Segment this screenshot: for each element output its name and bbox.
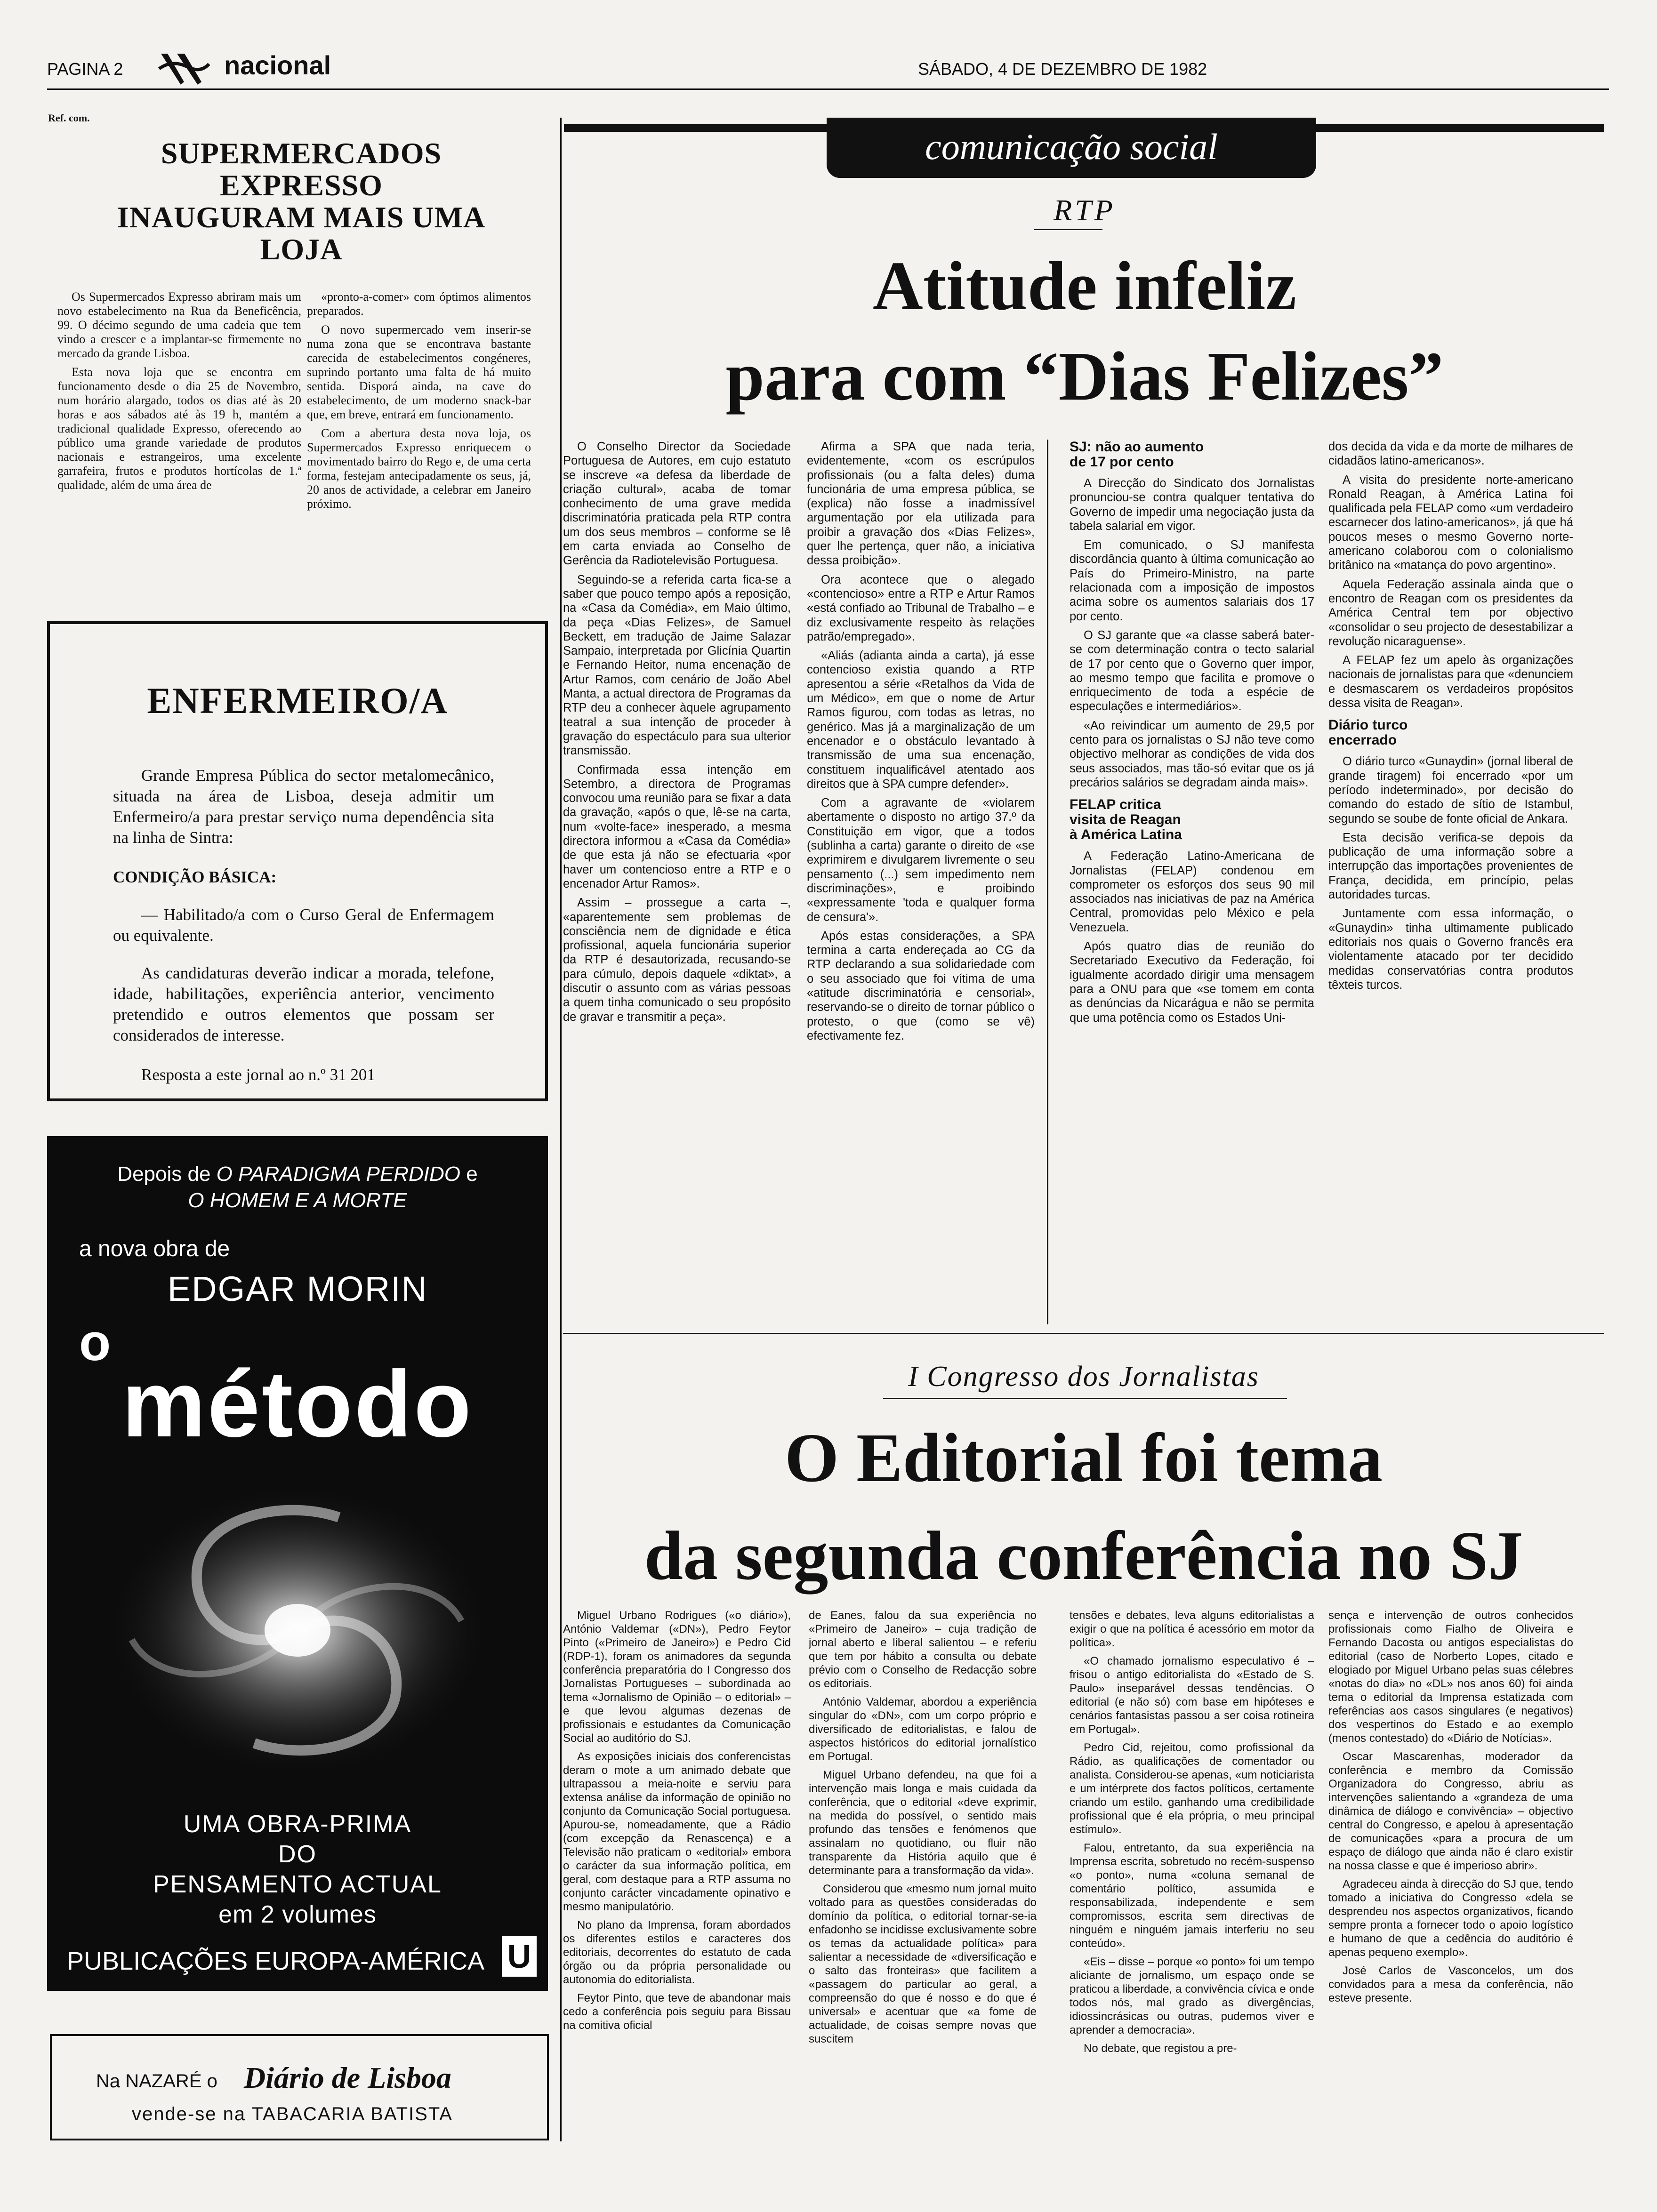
- paragraph: O diário turco «Gunaydin» (jornal liberal de grande tiragem) foi encerrado «por um período indeterminado», por decisão do comando do estado de sítio de Istambul, segundo se soube de fonte oficial de Ankara.: [1328, 755, 1573, 825]
- paragraph: Os Supermercados Expresso abriram mais um novo estabelecimento na Rua da Beneficência, 99. O décimo segundo de uma cadeia que tem vindo a crescer e a implantar-se firmemente no mercado da grande Lisboa.: [57, 290, 301, 360]
- paragraph: Falou, entretanto, da sua experiência na Imprensa escrita, sobretudo no recém-suspenso «o ponto», numa «coluna semanal de comentário político, assumida e responsabilizada, independente e sem compromissos, escrita sem directivas de ninguém e ninguém jamais interferiu no seu conteúdo».: [1070, 1842, 1314, 1950]
- paragraph: Miguel Urbano Rodrigues («o diário»), António Valdemar («DN»), Pedro Feytor Pinto («Primeiro de Janeiro») e Pedro Cid (RDP-1), foram os animadores da segunda conferência preparatória do I Congresso dos Jornalistas Portugueses – subordinada ao tema «Jornalismo de Opinião – o editorial» – e que levou algumas dezenas de profissionais e estudantes da Comunicação Social ao auditório do SJ.: [563, 1609, 791, 1745]
- rtp-kicker: RTP: [1054, 193, 1116, 227]
- headline-line: LOJA: [260, 232, 343, 266]
- metodo-book-ad: [47, 1136, 548, 1991]
- supermercados-headline: [52, 137, 551, 265]
- comunicacao-social-banner: [827, 118, 1316, 178]
- paragraph: Em comunicado, o SJ manifesta discordância quanto à última comunicação ao País do Primeiro-Ministro, na parte relacionada com a imposição de impostos acima sobre os aumentos salariais dos 17 por cento.: [1070, 538, 1314, 623]
- congresso-kicker: I Congresso dos Jornalistas: [908, 1361, 1259, 1393]
- paragraph: «Eis – disse – porque «o ponto» foi um tempo aliciante de jornalismo, um espaço onde se praticou a liberdade, a convivência cívica e onde todos nós, mal grado as divergências, idiossincrásicas ou outras, pudemos viver e aprender a democracia».: [1070, 1956, 1314, 2036]
- diario-turco-subheading: Diário turco encerrado: [1328, 717, 1408, 748]
- ad-publisher: PUBLICAÇÕES EUROPA-AMÉRICA: [67, 1947, 485, 1975]
- sj-felap-column: [1070, 440, 1314, 1324]
- enfermeiro-ad-body: [113, 765, 494, 1085]
- congresso-headline-line-1: O Editorial foi tema: [784, 1419, 1383, 1497]
- paragraph: O SJ garante que «a classe saberá bater-se com determinação contra o tecto salarial de 17 por cento que o Governo quer impor, ao mesmo tempo que facilita e promove o enriquecimento de toda a espécie de especulações e intermediários».: [1070, 628, 1314, 713]
- paragraph: Com a agravante de «violarem abertamente o disposto no artigo 37.º da Constituição em vigor, que a todos (sublinha a carta) garante o direito de «se exprimirem e divulgarem livremente o seu pensamento (...) sem impedimento nem discriminações», e proibindo «expressamente 'toda e qualquer forma de censura'».: [807, 796, 1035, 924]
- ad-book-title: O HOMEM E A MORTE: [188, 1189, 407, 1212]
- congresso-column-3: [1070, 1609, 1314, 2146]
- paragraph: Considerou que «mesmo num jornal muito voltado para as questões consideradas do domínio da política, o editorial tornar-se-ia enfadonho se incidisse exclusivamente sobre os temas da actualidade política» para salientar a necessidade de «diversificação e o salto das fronteiras» que facilitem a «passagem do particular ao geral, a compreensão do que é nosso e do que é universal» e acentuar que «a fome de actualidade, de coisas sempre novas que suscitem: [809, 1883, 1037, 2045]
- ad-text: e: [460, 1162, 478, 1186]
- paragraph: Após estas considerações, a SPA termina a carta endereçada ao CG da RTP declarando a sua solidariedade com o seu associado que foi vítima de uma «atitude discriminatória e censorial», reservando-se o direito de tornar público o protesto, o que (como se vê) efectivamente fez.: [807, 929, 1035, 1042]
- enfermeiro-intro: Grande Empresa Pública do sector metalomecânico, situada na área de Lisboa, deseja admitir um Enfermeiro/a para prestar serviço numa dependência sita na linha de Sintra:: [113, 766, 494, 847]
- paragraph: Esta nova loja que se encontra em funcionamento desde o dia 25 de Novembro, num horário alargado, todos os dias até às 20 horas e aos sábados até às 19 h, mantém a tradicional qualidade Expresso, oferecendo ao público uma grande variedade de produtos nacionais e estrangeiros, uma excelente garrafeira, frutos e produtos hortícolas de 1.ª qualidade, além de uma área de: [57, 365, 301, 492]
- rtp-headline-line-1: Atitude infeliz: [872, 248, 1297, 325]
- section-name: nacional: [224, 50, 331, 80]
- felap-turco-column: [1328, 440, 1573, 1324]
- nazare-ad: [50, 2034, 549, 2140]
- ad-tagline-1: UMA OBRA-PRIMA: [183, 1811, 412, 1838]
- enfermeiro-ad-title: ENFERMEIRO/A: [147, 680, 448, 721]
- enfermeiro-condicao: CONDIÇÃO BÁSICA:: [113, 868, 277, 886]
- paragraph: As exposições iniciais dos conferencistas deram o mote a um animado debate que ultrapassou a meia-noite e serviu para extensa análise da informação de opinião no conjunto da Comunicação Social portuguesa. Apurou-se, nomeadamente, que a Rádio (com excepção da Renascença) e a Televisão não praticam o «editorial» embora o carácter da sua informação política, em geral, com destaque para a RTP assuma no conjunto carácter vincadamente opinativo e mesmo manipulatório.: [563, 1750, 791, 1913]
- ad-tagline-3: PENSAMENTO ACTUAL: [153, 1871, 442, 1898]
- ad-metodo-title: método: [121, 1352, 474, 1457]
- article-ref: Ref. com.: [48, 112, 90, 124]
- paragraph: António Valdemar, abordou a experiência singular do «DN», com um corpo próprio e diversificado de editorialistas, e falou de aspectos históricos do editorial jornalístico em Portugal.: [809, 1696, 1037, 1763]
- rtp-column-2: [807, 440, 1035, 1324]
- paragraph: Ora acontece que o alegado «contencioso» entre a RTP e Artur Ramos «está confiado ao Tribunal de Trabalho – e diz exclusivamente respeito às relações patrão/empregado».: [807, 573, 1035, 643]
- paragraph: O Conselho Director da Sociedade Portuguesa de Autores, em cujo estatuto se inscreve «a defesa da liberdade de criação cultural», acaba de tomar conhecimento de uma grave medida discriminatória praticada pela RTP contra um dos seus membros – conforme se lê em carta enviada ao Conselho de Gerência da Radiotelevisão Portuguesa.: [563, 440, 791, 568]
- sj-subheading: SJ: não ao aumento de 17 por cento: [1070, 440, 1204, 470]
- supermercados-column-2: [307, 290, 531, 601]
- enfermeiro-ad: [47, 621, 548, 1101]
- paragraph: Afirma a SPA que nada teria, evidentemente, «com os escrúpulos profissionais (ou a falta deles) duma funcionária de uma empresa pública, se (explica) não fosse a inadmissível argumentação por ela utilizada para proibir a gravação dos «Dias Felizes», quer lhe pertença, quer não, a iniciativa dessa proibição».: [807, 440, 1035, 568]
- masthead-page-number: PAGINA 2: [47, 59, 123, 79]
- paragraph: Pedro Cid, rejeitou, como profissional da Rádio, as qualificações de comentador ou analista. Considerou-se apenas, «um noticiarista e um intérprete dos factos políticos, certamente criando um estilo, ganhando uma credibilidade profissional que é ela própria, o meu principal estímulo».: [1070, 1741, 1314, 1836]
- paragraph: Aquela Federação assinala ainda que o encontro de Reagan com os presidentes da América Central tem por objectivo «consolidar o seu projecto de desestabilizar a revolução nicaraguense».: [1328, 577, 1573, 648]
- ad-tagline-2: DO: [278, 1841, 317, 1868]
- paragraph: A visita do presidente norte-americano Ronald Reagan, à América Latina foi qualificada pela FELAP como «um verdadeiro escarnecer dos latino-americanos», já que há poucos meses o mesmo Governo norte-americano colaborou com o colonialismo britânico na «matança do povo argentino».: [1328, 473, 1573, 572]
- publisher-logo-icon: U: [502, 1936, 537, 1977]
- congresso-column-4: [1328, 1609, 1573, 2146]
- paragraph: Oscar Mascarenhas, moderador da conferência e membro da Comissão Organizadora do Congresso, abriu as intervenções salientando a «grandeza de uma dinâmica de diálogo e convivência» – objectivo central do Congresso, e apelou à apresentação de comunicações «para a procura de um espaço de diálogo que ainda não é claro existir na nossa classe e que é imperioso abrir».: [1328, 1750, 1573, 1872]
- supermercados-column-1: [57, 290, 301, 601]
- paragraph: de Eanes, falou da sua experiência no «Primeiro de Janeiro» – cuja tradição de jornal aberto e liberal salientou – e referiu que tem por hábito a consulta ou debate prévio com o Conselho de Redacção sobre os editoriais.: [809, 1609, 1037, 1690]
- masthead-rule: [47, 88, 1609, 90]
- paragraph: Após quatro dias de reunião do Secretariado Executivo da Federação, foi igualmente acordado dirigir uma mensagem para a ONU para que «se tomem em conta as denúncias da Nicarágua e não se permita que uma potência como os Estados Uni-: [1070, 940, 1314, 1025]
- paragraph: «pronto-a-comer» com óptimos alimentos preparados.: [307, 290, 531, 318]
- congresso-headline-line-2: da segunda conferência no SJ: [644, 1517, 1523, 1595]
- paragraph: «Aliás (adianta ainda a carta), já esse contencioso existia quando a RTP apresentou a série «Retalhos da Vida de um Médico», em que o nome de Artur Ramos figurou, com todas as letras, no genérico. Mas já a marginalização de um encenador e o obstáculo levantado à transmissão de uma sua encenação, constituem inqualificável atentado aos direitos que à SPA cumpre defender».: [807, 649, 1035, 791]
- paragraph: «Ao reivindicar um aumento de 29,5 por cento para os jornalistas o SJ não teve como objectivo melhorar as condições de vida dos seus associados, mas tão-só evitar que os já precários salários se degradam ainda mais».: [1070, 719, 1314, 789]
- rtp-headline-line-2: para com “Dias Felizes”: [725, 338, 1444, 415]
- paragraph: Juntamente com essa informação, o «Gunaydin» tinha ultimamente publicado editoriais nos quais o Governo francês era violentamente atacado por ter decidido medidas conservatórias contra produtos têxteis turcos.: [1328, 907, 1573, 992]
- enfermeiro-candidaturas: As candidaturas deverão indicar a morada, telefone, idade, habilitações, experiência anterior, vencimento pretendido e outros elementos que possam ser considerados de interesse.: [113, 964, 494, 1044]
- paragraph: Seguindo-se a referida carta fica-se a saber que pouco tempo após a reposição, na «Casa da Comédia», em Maio último, da peça «Dias Felizes», de Samuel Beckett, em tradução de Jaime Salazar Sampaio, interpretada por Glicínia Quartin e Fernando Heitor, numa encenação de Artur Ramos, com cenário de João Abel Manta, a actual directora de Programas da RTP deu a conhecer àquele agrupamento teatral a sua intenção de proceder à gravação do espectáculo para sua ulterior transmissão.: [563, 573, 791, 758]
- galaxy-image: [47, 1461, 548, 1800]
- paragraph: Feytor Pinto, que teve de abandonar mais cedo a conferência pois seguiu para Bissau na comitiva oficial: [563, 1992, 791, 2032]
- enfermeiro-resposta: Resposta a este jornal ao n.º 31 201: [141, 1066, 375, 1084]
- ad-line-3: a nova obra de: [79, 1236, 230, 1261]
- nazare-prefix: Na NAZARÉ o: [96, 2071, 217, 2092]
- headline-line: INAUGURAM MAIS UMA: [117, 200, 486, 234]
- paragraph: A Direcção do Sindicato dos Jornalistas pronunciou-se contra qualquer tentativa do Governo de impedir uma negociação justa da tabela salarial em vigor.: [1070, 477, 1314, 533]
- paragraph: sença e intervenção de outros conhecidos profissionais como Fialho de Oliveira e Fernando Dacosta ou antigos especialistas do editorial (caso de Norberto Lopes, citado e elogiado por Miguel Urbano pelas suas célebres «notas do dia» no «DL» nos anos 60) foi ainda tema o editorial da Imprensa estatizada com referências aos casos singulares (e negativos) dos vespertinos do Estado e ao exemplo (menos contestado) do «Diário de Notícias».: [1328, 1609, 1573, 1745]
- rtp-column-1: [563, 440, 791, 1324]
- paragraph: A Federação Latino-Americana de Jornalistas (FELAP) condenou em comprometer os esforços dos seus 90 mil associados nas iniciativas de paz na América Central, promovidas pelo México e pela Venezuela.: [1070, 850, 1314, 934]
- paragraph: Confirmada essa intenção em Setembro, a directora de Programas convocou uma reunião para se fixar a data da gravação, «após o que, lê-se na carta, num «volte-face» inesperado, a mesma directora informou a «Casa da Comédia» de que esta já não se efectuaria «por haver um contencioso entre a RTP e o encenador Artur Ramos».: [563, 763, 791, 890]
- paragraph: Esta decisão verifica-se depois da publicação de uma informação sobre a interrupção das importações provenientes de França, decidida, em princípio, pelas autoridades turcas.: [1328, 831, 1573, 902]
- column-divider: [1047, 440, 1048, 1324]
- paragraph: dos decida da vida e da morte de milhares de cidadãos latino-americanos».: [1328, 440, 1573, 468]
- banner-label: comunicação social: [925, 126, 1218, 167]
- paragraph: No plano da Imprensa, foram abordados os diferentes estilos e caracteres dos editoriais, decorrentes do estatuto de cada órgão ou da própria personalidade ou autonomia do editorialista.: [563, 1919, 791, 1986]
- headline-line: SUPERMERCADOS: [161, 136, 442, 170]
- nazare-suffix: vende-se na TABACARIA BATISTA: [132, 2104, 453, 2124]
- kicker-underline: [1034, 229, 1102, 230]
- ad-small-o: o: [79, 1314, 111, 1371]
- paragraph: «O chamado jornalismo especulativo é – frisou o antigo editorialista do «Estado de S. Paulo» inseparável dessas tendências. O editorial (e não só) com base em hipóteses e cenários fantasistas passou a ser coisa rotineira em Portugal».: [1070, 1655, 1314, 1736]
- ad-tagline-4: em 2 volumes: [218, 1901, 377, 1928]
- issue-date: SÁBADO, 4 DE DEZEMBRO DE 1982: [918, 59, 1207, 79]
- paragraph: O novo supermercado vem inserir-se numa zona que se encontrava bastante carecida de estabelecimentos congéneres, suprindo portanto uma falta de há muito sentida. Disporá ainda, na cave do estabelecimento, de um moderno snack-bar que, em breve, entrará em funcionamento.: [307, 323, 531, 421]
- diario-de-lisboa-logo: Diário de Lisboa: [244, 2061, 451, 2094]
- paragraph: A FELAP fez um apelo às organizações nacionais de jornalistas para que «denunciem e desmascarem os verdadeiros propósitos dessa visita de Reagan».: [1328, 654, 1573, 710]
- newspaper-logo-icon: [158, 50, 210, 88]
- enfermeiro-habilitacao: — Habilitado/a com o Curso Geral de Enfermagem ou equivalente.: [113, 906, 494, 945]
- paragraph: tensões e debates, leva alguns editorialistas a exigir o que na política é acessório em motor da política».: [1070, 1609, 1314, 1649]
- felap-subheading: FELAP critica visita de Reagan à América Latina: [1070, 797, 1182, 843]
- ad-book-title: O PARADIGMA PERDIDO: [216, 1162, 460, 1186]
- headline-line: EXPRESSO: [220, 168, 383, 202]
- paragraph: José Carlos de Vasconcelos, um dos convidados para a mesa da conferência, não esteve presente.: [1328, 1964, 1573, 2004]
- column-divider: [560, 118, 562, 2141]
- ad-line-1: [47, 1162, 548, 1186]
- ad-text: Depois de: [117, 1162, 217, 1186]
- paragraph: No debate, que registou a pre-: [1084, 2042, 1237, 2055]
- ad-author: EDGAR MORIN: [167, 1269, 428, 1308]
- congresso-column-1: [563, 1609, 791, 2146]
- section-rule: [563, 1333, 1604, 1334]
- paragraph: Assim – prossegue a carta –, «aparentemente sem problemas de consciência nem de dignidade e ética profissional, aquela funcionária superior da RTP é desautorizada, recusando-se para cúmulo, depois daquele «diktat», a discutir o assunto com as várias pessoas a quem tinha comunicado o seu propósito de gravar e transmitir a peça».: [563, 896, 791, 1024]
- congresso-column-2: [809, 1609, 1037, 2146]
- paragraph: Miguel Urbano defendeu, na que foi a intervenção mais longa e mais cuidada da conferência, que o editorial «deve exprimir, na medida do possível, o sentido mais profundo das tensões e fenómenos que assinalam no quotidiano, ou fluir não transparente da História aquilo que é determinante para a transformação da vida».: [809, 1769, 1037, 1877]
- paragraph: Com a abertura desta nova loja, os Supermercados Expresso enriquecem o movimentado bairro do Rego e, de uma certa forma, festejam antecipadamente os seus, já, 20 anos de actividade, a celebrar em Janeiro próximo.: [307, 426, 531, 511]
- kicker-underline: [883, 1398, 1287, 1399]
- paragraph: Agradeceu ainda à direcção do SJ que, tendo tomado a iniciativa do Congresso «dela se desprendeu nos aspectos organizativos, ficando sempre pronta a fornecer todo o apoio logístico e humano de que a cedência do auditório é apenas pequeno exemplo».: [1328, 1878, 1573, 1959]
